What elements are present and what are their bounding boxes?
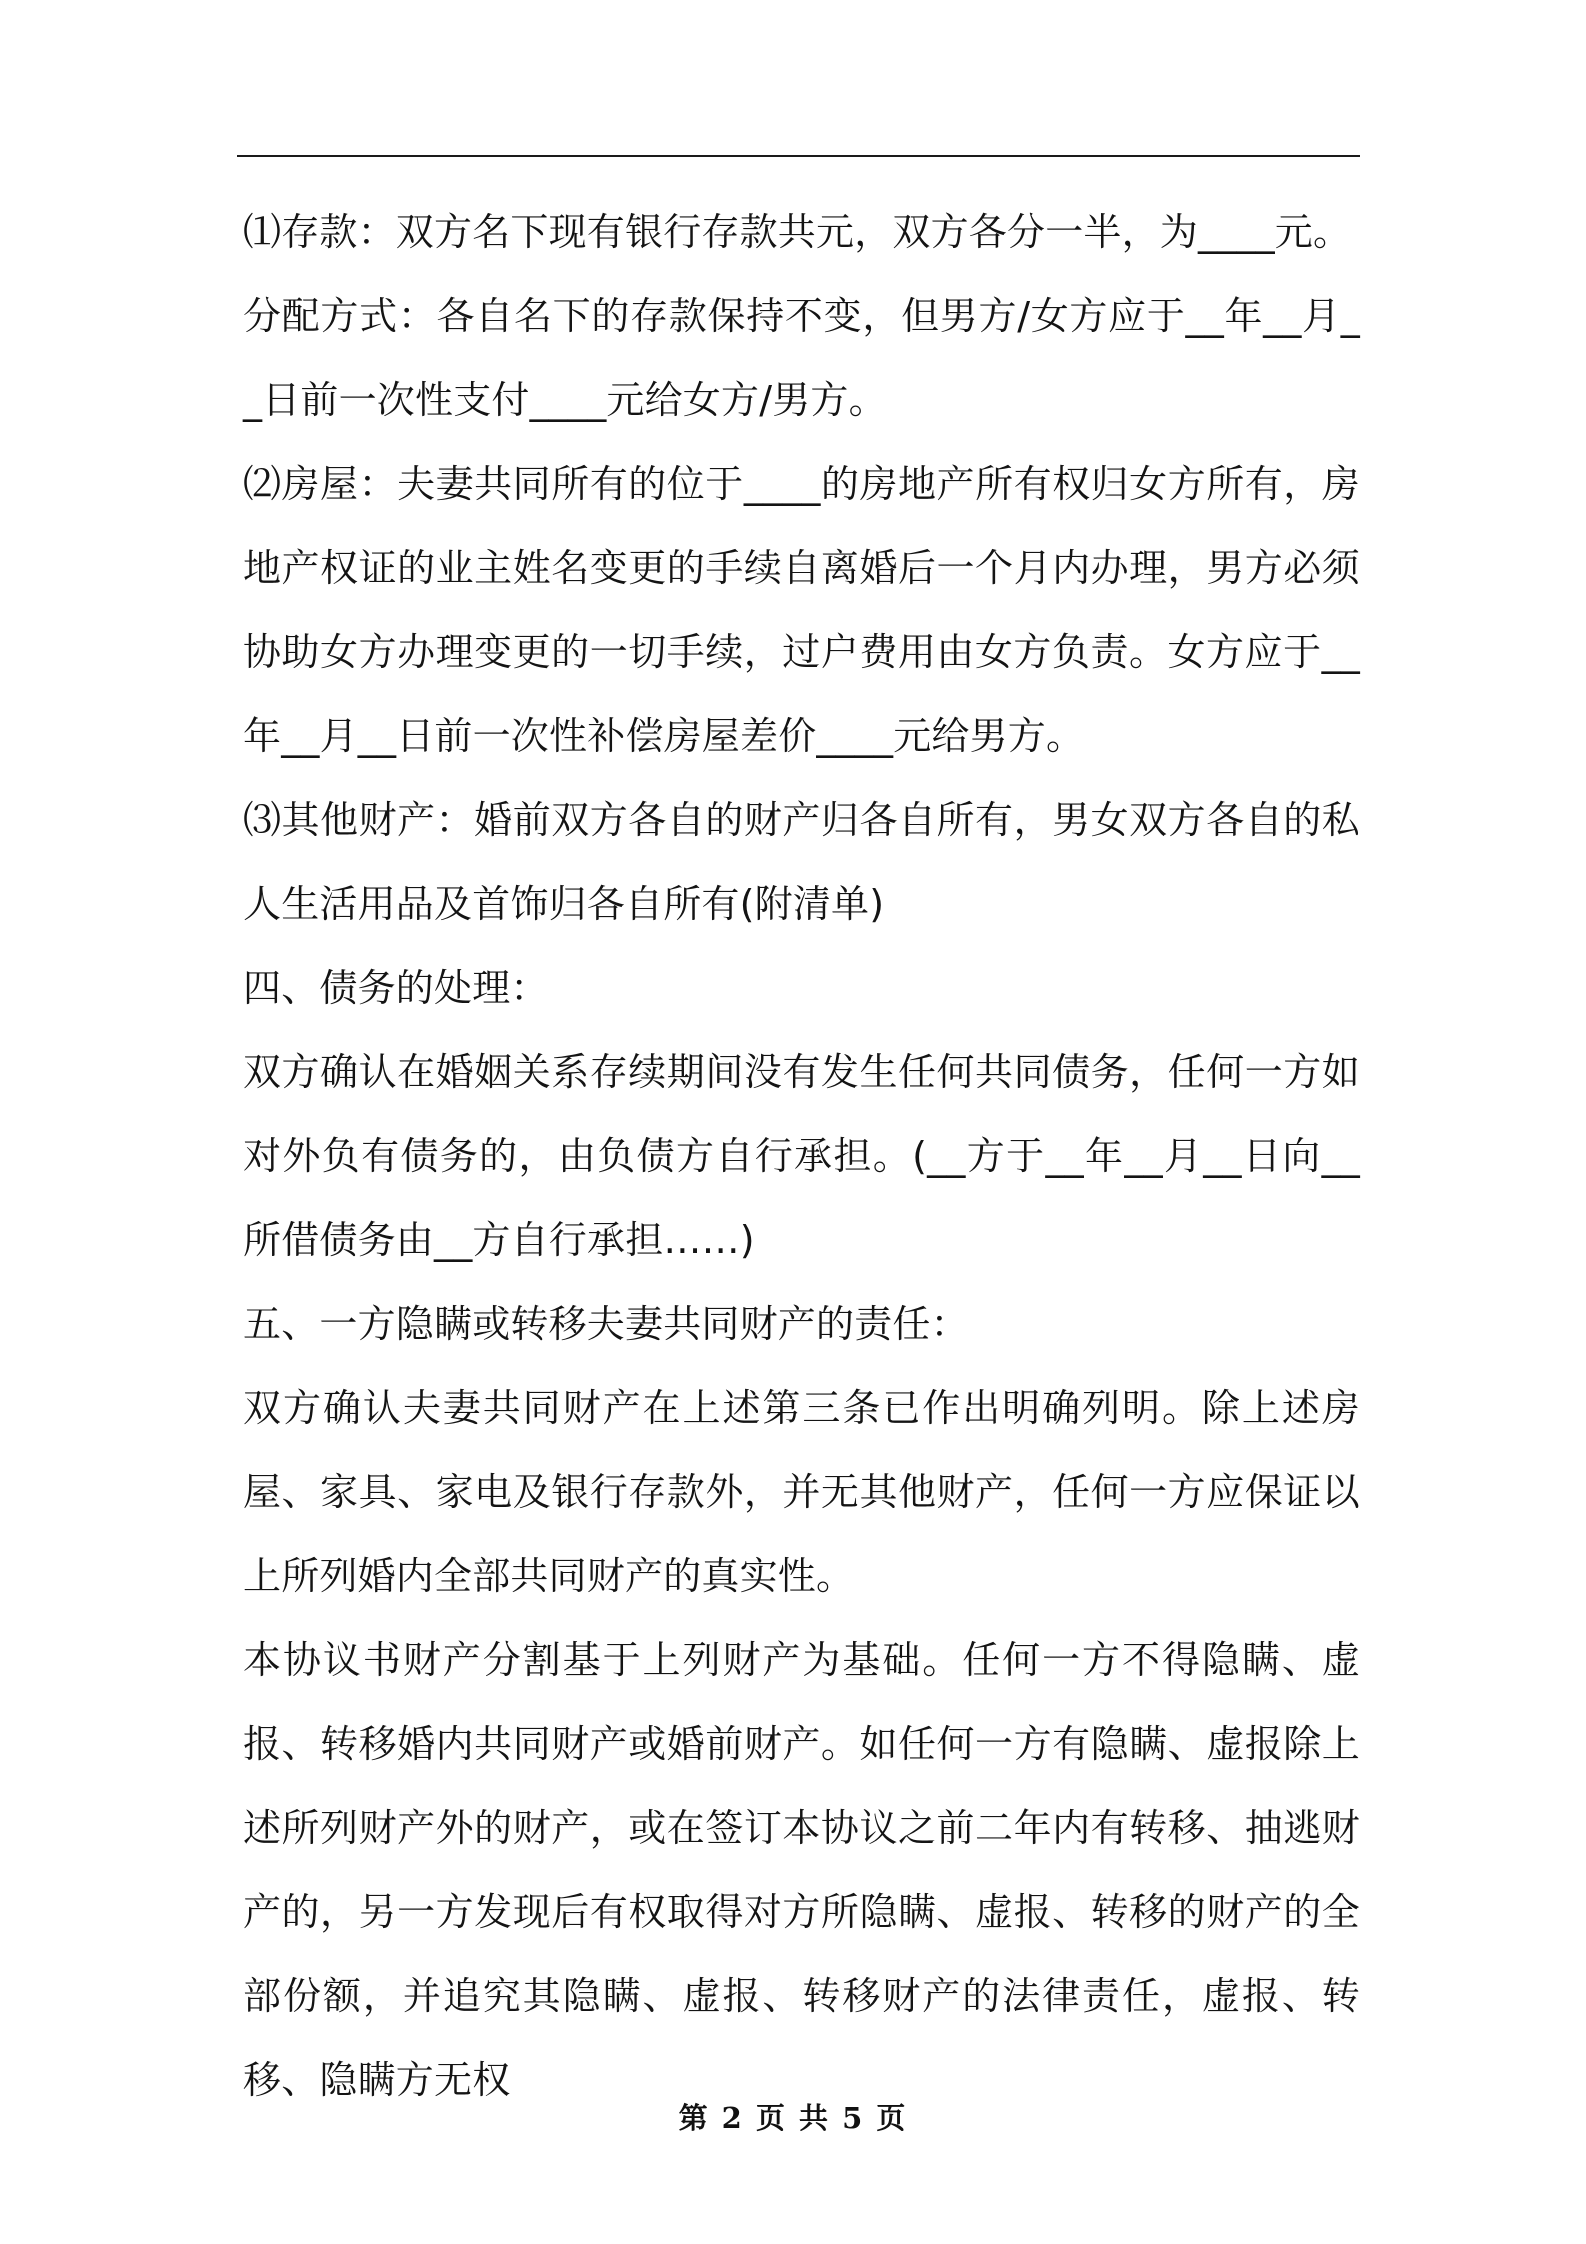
- section-heading-concealment: 五、一方隐瞒或转移夫妻共同财产的责任：: [243, 1302, 969, 1346]
- paragraph-concealment-liability: 本协议书财产分割基于上列财产为基础。任何一方不得隐瞒、虚报、转移婚内共同财产或婚前财产。如任何一方有隐瞒、虚报除上述所列财产外的财产，或在签订本协议之前二年内有转移、抽逃财产的，另一方发现后有权取得对方所隐瞒、虚报、转移的财产的全部份额，并追究其隐瞒、虚报、转移财产的法律责任，虚报、转移、隐瞒方无权: [243, 1638, 1360, 2102]
- paragraph-deposit: ⑴存款：双方名下现有银行存款共元，双方各分一半，为____元。: [243, 210, 1352, 254]
- paragraph-other-property: ⑶其他财产：婚前双方各自的财产归各自所有，男女双方各自的私人生活用品及首饰归各自所有(附清单): [243, 798, 1360, 926]
- page-number: 第 2 页 共 5 页: [678, 2101, 908, 2135]
- paragraph-deposit-distribution: 分配方式：各自名下的存款保持不变，但男方/女方应于__年__月__日前一次性支付____元给女方/男方。: [243, 294, 1360, 422]
- paragraph-property-confirmation: 双方确认夫妻共同财产在上述第三条已作出明确列明。除上述房屋、家具、家电及银行存款外，并无其他财产，任何一方应保证以上所列婚内全部共同财产的真实性。: [243, 1386, 1360, 1598]
- paragraph-debts: 双方确认在婚姻关系存续期间没有发生任何共同债务，任何一方如对外负有债务的，由负债方自行承担。(__方于__年__月__日向__所借债务由__方自行承担……): [243, 1050, 1360, 1262]
- document-body: [243, 190, 1360, 2122]
- header-divider: [237, 155, 1360, 157]
- section-heading-debts: 四、债务的处理：: [243, 966, 549, 1010]
- paragraph-house: ⑵房屋：夫妻共同所有的位于____的房地产所有权归女方所有，房地产权证的业主姓名变更的手续自离婚后一个月内办理，男方必须协助女方办理变更的一切手续，过户费用由女方负责。女方应于__年__月__日前一次性补偿房屋差价____元给男方。: [243, 462, 1360, 758]
